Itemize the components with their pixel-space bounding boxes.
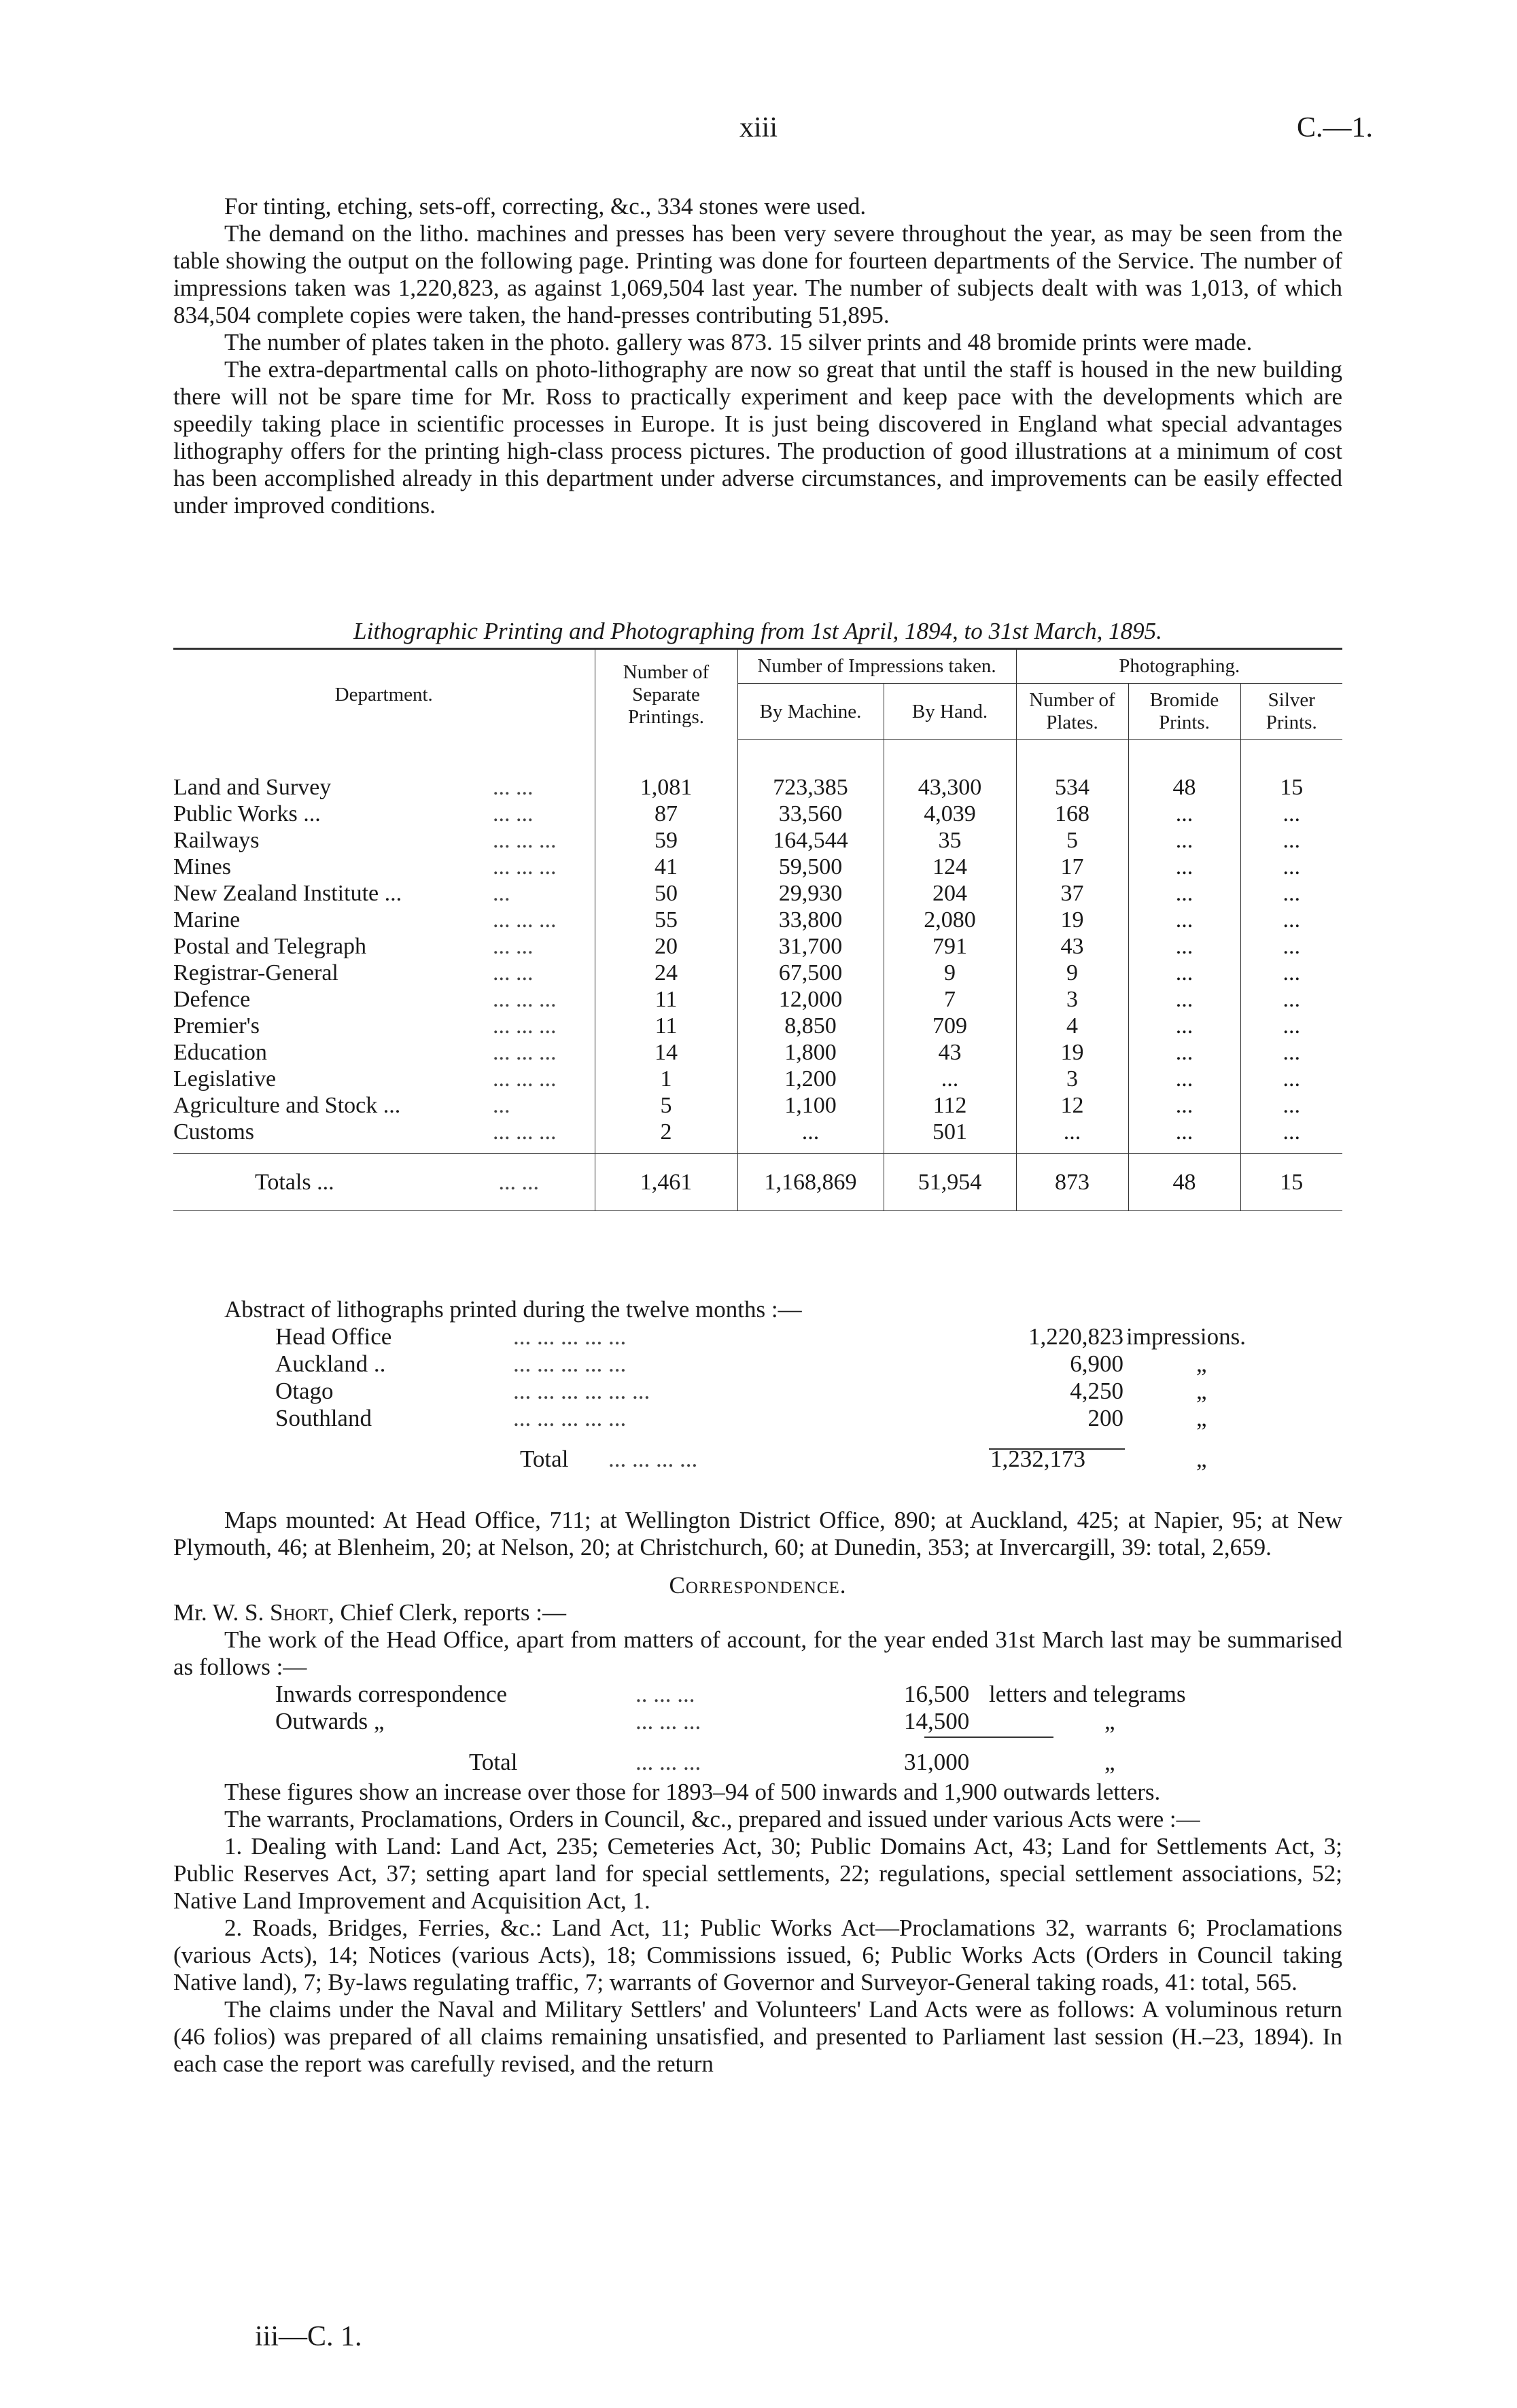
abstract-row — [173, 1323, 1342, 1350]
cell-by-machine: ... — [737, 1119, 884, 1154]
closing-paragraph: 1. Dealing with Land: Land Act, 235; Cemeteries Act, 30; Public Domains Act, 43; Land for Settlements Act, 3; Public Reserves Act, 37; setting apart land for special settlements, 22; regulations, special settlement associations, 52; Native Land Improvement and Acquisition Act, 1. — [173, 1833, 1342, 1914]
correspondence-intro: The work of the Head Office, apart from matters of account, for the year ended 31st March last may be summarised as follows :— — [173, 1626, 1342, 1680]
correspondence-total-row — [173, 1749, 1342, 1776]
correspondence-label: Inwards correspondence — [275, 1681, 508, 1707]
abstract-place: Head Office — [275, 1323, 392, 1350]
table-row — [173, 907, 1342, 933]
cell-plates: 19 — [1016, 907, 1128, 933]
cell-silver: ... — [1240, 1039, 1342, 1066]
cell-department — [173, 907, 595, 933]
table-row — [173, 1039, 1342, 1066]
header-bromide: Bromide Prints. — [1128, 684, 1240, 740]
reporter-name: Short — [270, 1599, 329, 1626]
department-name: Mines — [173, 854, 231, 879]
department-name: Registrar-General — [173, 960, 338, 985]
footer-signature: iii—C. 1. — [255, 2321, 362, 2352]
abstract-row — [173, 1350, 1342, 1378]
correspondence-unit: „ — [1104, 1708, 1115, 1734]
cell-printings: 59 — [595, 827, 737, 854]
cell-by-hand: 4,039 — [884, 801, 1016, 827]
cell-bromide: 48 — [1128, 740, 1240, 801]
totals-hand: 51,954 — [884, 1154, 1016, 1211]
cell-printings: 50 — [595, 880, 737, 907]
dot-leader: ... ... ... — [493, 1066, 557, 1092]
table-row — [173, 933, 1342, 960]
abstract-leader: ... ... ... ... ... — [513, 1350, 627, 1377]
correspondence-value: 14,500 — [904, 1708, 970, 1734]
correspondence-heading: Correspondence. — [669, 1572, 847, 1599]
cell-by-machine: 29,930 — [737, 880, 884, 907]
cell-bromide: ... — [1128, 1039, 1240, 1066]
header-by-machine: By Machine. — [737, 684, 884, 740]
cell-bromide: ... — [1128, 1013, 1240, 1039]
cell-by-hand: ... — [884, 1066, 1016, 1092]
totals-printings: 1,461 — [595, 1154, 737, 1211]
table-row — [173, 740, 1342, 801]
cell-plates: 43 — [1016, 933, 1128, 960]
abstract-total-row — [173, 1446, 1342, 1473]
department-name: Railways — [173, 828, 260, 853]
cell-printings: 5 — [595, 1092, 737, 1119]
table-row — [173, 854, 1342, 880]
cell-by-hand: 204 — [884, 880, 1016, 907]
department-name: Customs — [173, 1119, 255, 1145]
cell-department — [173, 880, 595, 907]
header-impressions: Number of Impressions taken. — [737, 649, 1016, 684]
dot-leader: ... ... — [493, 801, 534, 826]
correspondence-row — [173, 1681, 1342, 1708]
department-name: Premier's — [173, 1013, 260, 1039]
cell-silver: ... — [1240, 854, 1342, 880]
department-name: Marine — [173, 907, 241, 932]
abstract-unit: „ — [1196, 1350, 1207, 1377]
correspondence-row — [173, 1708, 1342, 1735]
abstract-total-value: 1,232,173 — [990, 1446, 1085, 1472]
abstract-value: 1,220,823 — [1028, 1323, 1123, 1350]
cell-by-hand: 43,300 — [884, 740, 1016, 801]
cell-by-hand: 501 — [884, 1119, 1016, 1154]
intro-paragraph: For tinting, etching, sets-off, correcting, &c., 334 stones were used. — [224, 193, 867, 220]
table-row — [173, 880, 1342, 907]
dot-leader: ... ... ... — [493, 907, 557, 932]
abstract-unit: impressions. — [1126, 1323, 1246, 1350]
department-name: Land and Survey — [173, 774, 332, 800]
intro-paragraph: The extra-departmental calls on photo-lithography are now so great that until the staff is housed in the new building there will not be spare time for Mr. Ross to practically experiment and keep pace with the developments which are speedily taking place in scientific processes in Europe. It is just being discovered in England what special advantages lithography offers for the printing high-class process pictures. The production of good illustrations at a minimum of cost has been accomplished already in this department under adverse circumstances, and improvements can be easily effected under improved conditions. — [173, 356, 1342, 519]
cell-printings: 1 — [595, 1066, 737, 1092]
dot-leader: ... ... — [493, 934, 534, 959]
cell-department — [173, 1092, 595, 1119]
correspondence-label: Outwards „ — [275, 1708, 385, 1734]
table-row — [173, 1013, 1342, 1039]
abstract-place: Southland — [275, 1405, 372, 1431]
cell-printings: 2 — [595, 1119, 737, 1154]
cell-by-machine: 1,200 — [737, 1066, 884, 1092]
cell-silver: 15 — [1240, 740, 1342, 801]
abstract-row — [173, 1405, 1342, 1432]
header-silver: Silver Prints. — [1240, 684, 1342, 740]
correspondence-sum-rule — [924, 1737, 1053, 1738]
cell-bromide: ... — [1128, 1119, 1240, 1154]
closing-paragraph: 2. Roads, Bridges, Ferries, &c.: Land Act, 11; Public Works Act—Proclamations 32, warrants 6; Proclamations (various Acts), 14; Notices (various Acts), 18; Commissions issued, 6; Public Works Acts (Orders in Council taking Native land), 7; By-laws regulating traffic, 7; warrants of Governor and Surveyor-General taking roads, 41: total, 565. — [173, 1915, 1342, 1995]
cell-plates: 3 — [1016, 986, 1128, 1013]
header-plates: Number of Plates. — [1016, 684, 1128, 740]
closing-paragraph: The claims under the Naval and Military Settlers' and Volunteers' Land Acts were as follows: A voluminous return (46 folios) was prepared of all claims remaining unsatisfied, and presented to Parliament last session (H.–23, 1894). In each case the report was carefully revised, and the return — [173, 1996, 1342, 2077]
cell-by-machine: 33,800 — [737, 907, 884, 933]
cell-bromide: ... — [1128, 1066, 1240, 1092]
cell-by-hand: 791 — [884, 933, 1016, 960]
cell-printings: 11 — [595, 1013, 737, 1039]
correspondence-total-value: 31,000 — [904, 1749, 970, 1775]
intro-paragraph: The number of plates taken in the photo. gallery was 873. 15 silver prints and 48 bromide prints were made. — [224, 329, 1253, 355]
cell-silver: ... — [1240, 801, 1342, 827]
abstract-section — [173, 1296, 1342, 1473]
dot-leader: ... ... ... — [493, 1013, 557, 1039]
document-code: C.—1. — [1296, 112, 1373, 143]
header-printings: Number of Separate Printings. — [595, 649, 737, 740]
correspondence-total-leader: ... ... ... — [635, 1749, 701, 1775]
dot-leader: ... ... — [493, 774, 534, 800]
abstract-place: Otago — [275, 1378, 334, 1404]
maps-correspondence-section — [173, 1507, 1342, 2078]
totals-plates: 873 — [1016, 1154, 1128, 1211]
totals-machine: 1,168,869 — [737, 1154, 884, 1211]
cell-by-hand: 35 — [884, 827, 1016, 854]
cell-silver: ... — [1240, 960, 1342, 986]
abstract-value: 4,250 — [1070, 1378, 1123, 1404]
cell-printings: 87 — [595, 801, 737, 827]
totals-silver: 15 — [1240, 1154, 1342, 1211]
cell-department — [173, 854, 595, 880]
header-department: Department. — [173, 649, 595, 740]
cell-silver: ... — [1240, 907, 1342, 933]
correspondence-value: 16,500 — [904, 1681, 970, 1707]
totals-row — [173, 1154, 1342, 1211]
cell-plates: ... — [1016, 1119, 1128, 1154]
correspondence-leader: ... ... ... — [635, 1708, 701, 1734]
cell-bromide: ... — [1128, 854, 1240, 880]
cell-silver: ... — [1240, 1092, 1342, 1119]
dot-leader: ... — [493, 881, 510, 906]
table-row — [173, 1092, 1342, 1119]
table-row — [173, 960, 1342, 986]
cell-plates: 4 — [1016, 1013, 1128, 1039]
cell-plates: 168 — [1016, 801, 1128, 827]
totals-leader: ... ... — [498, 1170, 539, 1195]
maps-paragraph: Maps mounted: At Head Office, 711; at Wellington District Office, 890; at Auckland, 425; at Napier, 95; at New Plymouth, 46; at Blenheim, 20; at Nelson, 20; at Christchurch, 60; at Dunedin, 353; at Invercargill, 39: total, 2,659. — [173, 1507, 1342, 1560]
cell-by-machine: 59,500 — [737, 854, 884, 880]
table-caption: Lithographic Printing and Photographing from 1st April, 1894, to 31st March, 1895. — [353, 618, 1162, 644]
cell-bromide: ... — [1128, 1092, 1240, 1119]
cell-plates: 3 — [1016, 1066, 1128, 1092]
abstract-value: 200 — [1087, 1405, 1123, 1431]
abstract-leader: ... ... ... ... ... ... — [513, 1378, 650, 1404]
cell-department — [173, 1119, 595, 1154]
cell-department — [173, 801, 595, 827]
cell-by-machine: 8,850 — [737, 1013, 884, 1039]
abstract-unit: „ — [1196, 1378, 1207, 1404]
cell-by-hand: 7 — [884, 986, 1016, 1013]
table-row — [173, 827, 1342, 854]
cell-silver: ... — [1240, 1119, 1342, 1154]
table-row — [173, 1066, 1342, 1092]
cell-printings: 1,081 — [595, 740, 737, 801]
abstract-row — [173, 1378, 1342, 1405]
cell-printings: 24 — [595, 960, 737, 986]
intro-paragraph: The demand on the litho. machines and presses has been very severe throughout the year, as may be seen from the table showing the output on the following page. Printing was done for fourteen departments of the Service. The number of impressions taken was 1,220,823, as against 1,069,504 last year. The number of subjects dealt with was 1,013, of which 834,504 complete copies were taken, the hand-presses contributing 51,895. — [173, 220, 1342, 328]
table-row — [173, 986, 1342, 1013]
department-name: Defence — [173, 987, 251, 1012]
cell-bromide: ... — [1128, 880, 1240, 907]
cell-silver: ... — [1240, 933, 1342, 960]
cell-plates: 5 — [1016, 827, 1128, 854]
cell-by-machine: 12,000 — [737, 986, 884, 1013]
cell-by-hand: 43 — [884, 1039, 1016, 1066]
cell-printings: 20 — [595, 933, 737, 960]
cell-department — [173, 1039, 595, 1066]
cell-silver: ... — [1240, 880, 1342, 907]
cell-by-hand: 112 — [884, 1092, 1016, 1119]
cell-silver: ... — [1240, 1066, 1342, 1092]
totals-bromide: 48 — [1128, 1154, 1240, 1211]
cell-department — [173, 933, 595, 960]
cell-by-hand: 2,080 — [884, 907, 1016, 933]
cell-department — [173, 1066, 595, 1092]
department-name: Postal and Telegraph — [173, 934, 367, 959]
cell-plates: 534 — [1016, 740, 1128, 801]
department-name: New Zealand Institute ... — [173, 881, 402, 906]
table-row — [173, 801, 1342, 827]
department-name: Agriculture and Stock ... — [173, 1093, 401, 1118]
correspondence-total-unit: „ — [1104, 1749, 1115, 1775]
dot-leader: ... ... ... — [493, 1119, 557, 1145]
correspondence-leader: .. ... ... — [635, 1681, 695, 1707]
cell-by-machine: 723,385 — [737, 740, 884, 801]
litho-table-section — [173, 614, 1342, 1211]
cell-plates: 37 — [1016, 880, 1128, 907]
cell-printings: 55 — [595, 907, 737, 933]
cell-by-machine: 67,500 — [737, 960, 884, 986]
cell-bromide: ... — [1128, 986, 1240, 1013]
cell-plates: 17 — [1016, 854, 1128, 880]
totals-label: Totals ... — [255, 1170, 334, 1195]
cell-silver: ... — [1240, 827, 1342, 854]
litho-table — [173, 648, 1342, 1211]
intro-section — [173, 193, 1342, 519]
cell-by-hand: 709 — [884, 1013, 1016, 1039]
cell-department — [173, 740, 595, 801]
cell-by-machine: 164,544 — [737, 827, 884, 854]
cell-department — [173, 986, 595, 1013]
abstract-value: 6,900 — [1070, 1350, 1123, 1377]
cell-plates: 9 — [1016, 960, 1128, 986]
cell-by-machine: 1,800 — [737, 1039, 884, 1066]
cell-by-hand: 9 — [884, 960, 1016, 986]
department-name: Public Works ... — [173, 801, 321, 826]
cell-printings: 11 — [595, 986, 737, 1013]
abstract-leader: ... ... ... ... ... — [513, 1323, 627, 1350]
dot-leader: ... ... ... — [493, 828, 557, 853]
abstract-intro: Abstract of lithographs printed during the twelve months :— — [224, 1296, 802, 1323]
abstract-unit: „ — [1196, 1405, 1207, 1431]
closing-paragraph: The warrants, Proclamations, Orders in Council, &c., prepared and issued under various Acts were :— — [224, 1806, 1200, 1832]
header-by-hand: By Hand. — [884, 684, 1016, 740]
abstract-place: Auckland .. — [275, 1350, 386, 1377]
cell-by-machine: 33,560 — [737, 801, 884, 827]
page-number: xiii — [739, 112, 778, 143]
reporter-suffix: , Chief Clerk, reports :— — [328, 1599, 566, 1626]
cell-silver: ... — [1240, 986, 1342, 1013]
dot-leader: ... ... ... — [493, 1040, 557, 1065]
header-photographing: Photographing. — [1016, 649, 1342, 684]
cell-by-machine: 1,100 — [737, 1092, 884, 1119]
table-row — [173, 1119, 1342, 1154]
correspondence-unit: letters and telegrams — [989, 1681, 1186, 1707]
cell-bromide: ... — [1128, 801, 1240, 827]
cell-bromide: ... — [1128, 907, 1240, 933]
reporter-line — [173, 1599, 1342, 1626]
department-name: Education — [173, 1040, 267, 1065]
dot-leader: ... ... — [493, 960, 534, 985]
cell-plates: 12 — [1016, 1092, 1128, 1119]
cell-plates: 19 — [1016, 1039, 1128, 1066]
department-name: Legislative — [173, 1066, 277, 1092]
correspondence-total-label: Total — [469, 1749, 518, 1775]
cell-silver: ... — [1240, 1013, 1342, 1039]
dot-leader: ... — [493, 1093, 510, 1118]
abstract-total-label: Total — [520, 1446, 569, 1472]
cell-bromide: ... — [1128, 933, 1240, 960]
abstract-total-leader: ... ... ... ... — [608, 1446, 698, 1472]
cell-bromide: ... — [1128, 827, 1240, 854]
reporter-prefix: Mr. W. S. — [173, 1599, 264, 1626]
abstract-leader: ... ... ... ... ... — [513, 1405, 627, 1431]
cell-department — [173, 960, 595, 986]
cell-department — [173, 1013, 595, 1039]
cell-printings: 14 — [595, 1039, 737, 1066]
cell-by-hand: 124 — [884, 854, 1016, 880]
closing-paragraph: These figures show an increase over those for 1893–94 of 500 inwards and 1,900 outwards letters. — [224, 1779, 1161, 1805]
dot-leader: ... ... ... — [493, 854, 557, 879]
cell-by-machine: 31,700 — [737, 933, 884, 960]
cell-bromide: ... — [1128, 960, 1240, 986]
abstract-total-unit: „ — [1196, 1446, 1207, 1472]
dot-leader: ... ... ... — [493, 987, 557, 1012]
cell-printings: 41 — [595, 854, 737, 880]
cell-department — [173, 827, 595, 854]
